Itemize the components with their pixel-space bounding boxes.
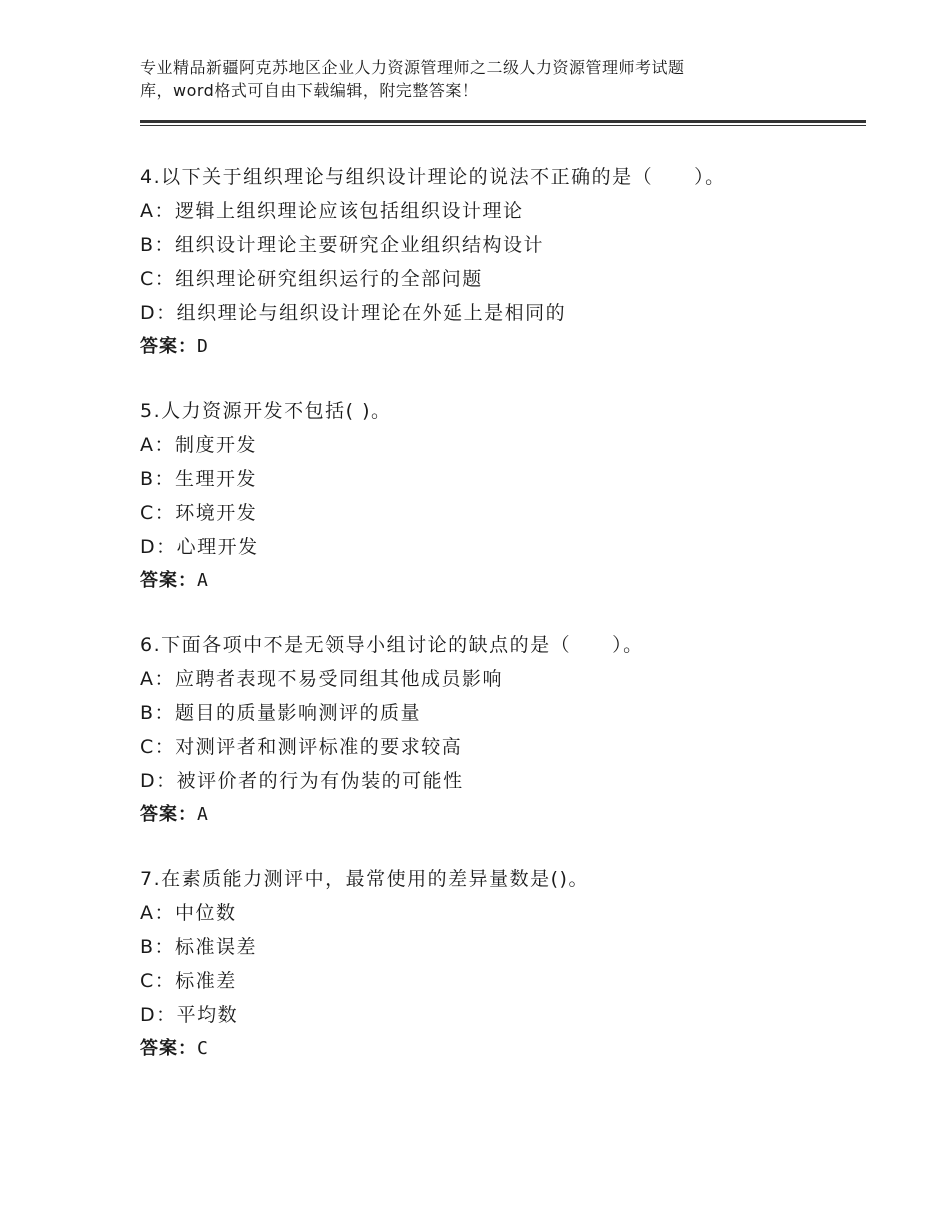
header-title-line-1: 专业精品新疆阿克苏地区企业人力资源管理师之二级人力资源管理师考试题 [140, 58, 685, 77]
question-6 [140, 628, 860, 832]
option-d: D：被评价者的行为有伪装的可能性 [140, 770, 464, 792]
answer-line [140, 1032, 860, 1066]
answer-label: 答案： [140, 804, 197, 825]
question-stem: 7.在素质能力测评中，最常使用的差异量数是()。 [140, 868, 589, 890]
answer-label: 答案： [140, 336, 197, 357]
option-b: B：生理开发 [140, 468, 258, 490]
answer-value: A [197, 804, 209, 825]
question-7 [140, 862, 860, 1066]
document-header [140, 56, 840, 102]
option-a: A：应聘者表现不易受同组其他成员影响 [140, 668, 503, 690]
option-c: C：对测评者和测评标准的要求较高 [140, 736, 463, 758]
option-d: D：平均数 [140, 1004, 239, 1026]
question-list [140, 160, 860, 1096]
question-4 [140, 160, 860, 364]
header-title-line-2: 库，word格式可自由下载编辑，附完整答案！ [140, 81, 479, 100]
option-a: A：制度开发 [140, 434, 257, 456]
option-c: C：标准差 [140, 970, 237, 992]
option-b: B：组织设计理论主要研究企业组织结构设计 [140, 234, 545, 256]
option-d: D：心理开发 [140, 536, 259, 558]
answer-line [140, 330, 860, 364]
header-divider-thin [140, 125, 866, 126]
header-divider-thick [140, 120, 866, 123]
answer-value: A [197, 570, 209, 591]
answer-label: 答案： [140, 570, 197, 591]
answer-line [140, 564, 860, 598]
option-b: B：题目的质量影响测评的质量 [140, 702, 422, 724]
answer-line [140, 798, 860, 832]
question-5 [140, 394, 860, 598]
question-stem: 5.人力资源开发不包括( )。 [140, 400, 392, 422]
option-c: C：组织理论研究组织运行的全部问题 [140, 268, 483, 290]
option-a: A：逻辑上组织理论应该包括组织设计理论 [140, 200, 524, 222]
answer-label: 答案： [140, 1038, 197, 1059]
answer-value: C [197, 1038, 209, 1059]
question-stem: 6.下面各项中不是无领导小组讨论的缺点的是（ ）。 [140, 634, 644, 656]
option-b: B：标准误差 [140, 936, 258, 958]
option-d: D：组织理论与组织设计理论在外延上是相同的 [140, 302, 567, 324]
answer-value: D [197, 336, 209, 357]
question-stem: 4.以下关于组织理论与组织设计理论的说法不正确的是（ ）。 [140, 166, 726, 188]
option-a: A：中位数 [140, 902, 237, 924]
option-c: C：环境开发 [140, 502, 258, 524]
